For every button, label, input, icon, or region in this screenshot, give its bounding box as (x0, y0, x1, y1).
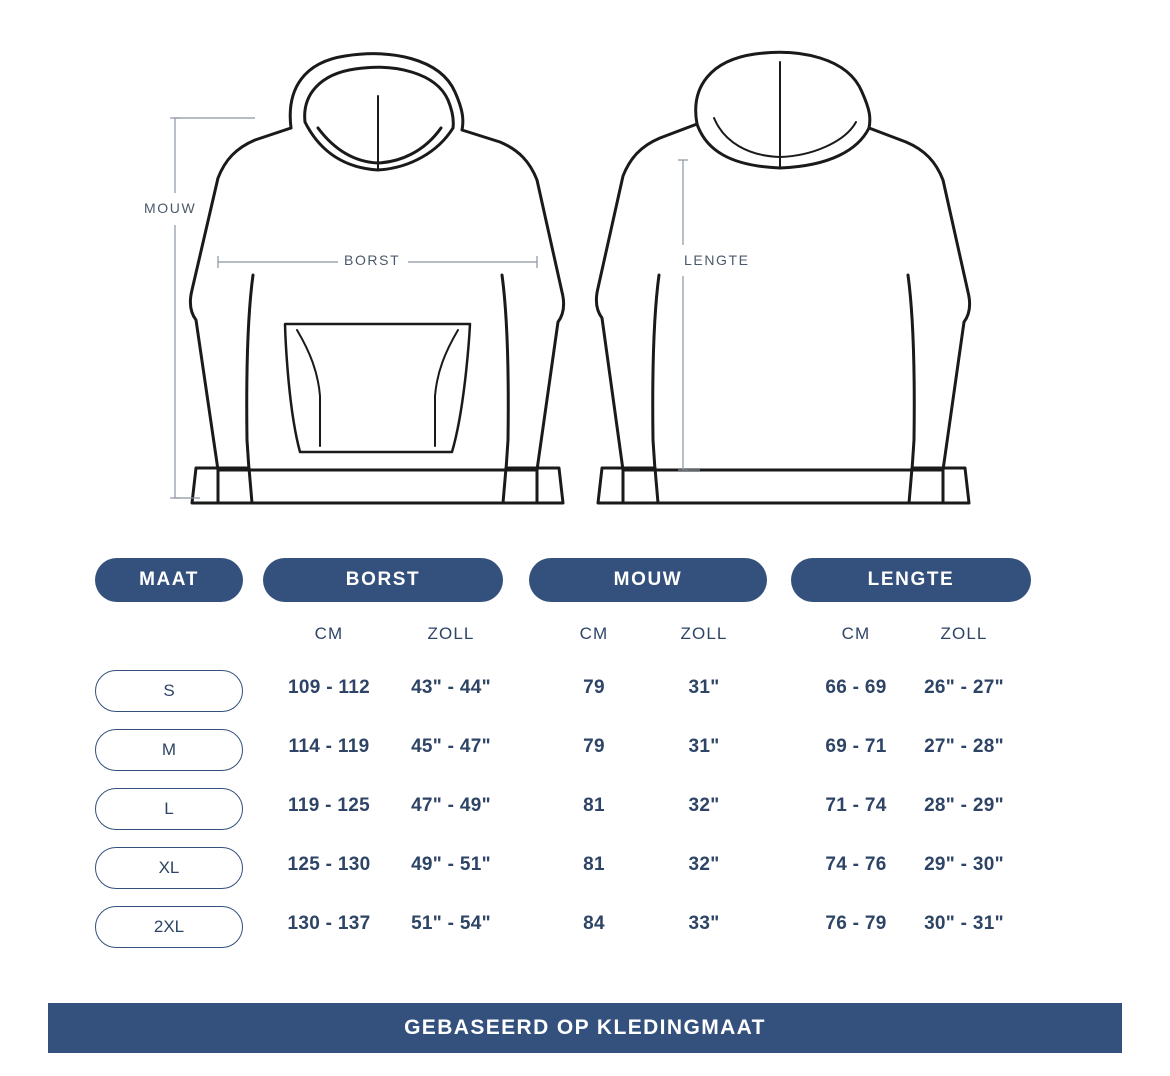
size-pill: 2XL (95, 906, 243, 948)
dimension-label-lengte: LENGTE (684, 252, 750, 268)
size-pill: L (95, 788, 243, 830)
cell-chest-inch: 43" - 44" (411, 677, 491, 698)
cell-length-inch: 30" - 31" (924, 913, 1004, 934)
cell-length-cm: 76 - 79 (825, 913, 887, 934)
cell-length-cm: 71 - 74 (825, 795, 887, 816)
cell-chest-cm: 130 - 137 (287, 913, 371, 934)
unit-chest-inch: ZOLL (427, 624, 475, 643)
column-header-mouw: MOUW (529, 558, 767, 602)
cell-chest-inch: 49" - 51" (411, 854, 491, 875)
cell-sleeve-cm: 79 (583, 736, 605, 757)
unit-chest-cm: CM (314, 624, 344, 643)
table-row (0, 782, 1170, 841)
cell-length-cm: 74 - 76 (825, 854, 887, 875)
cell-length-inch: 29" - 30" (924, 854, 1004, 875)
cell-length-cm: 69 - 71 (825, 736, 887, 757)
unit-length-cm: CM (841, 624, 871, 643)
cell-chest-inch: 51" - 54" (411, 913, 491, 934)
cell-chest-cm: 114 - 119 (288, 736, 370, 757)
cell-length-inch: 26" - 27" (924, 677, 1004, 698)
cell-sleeve-inch: 31" (688, 677, 720, 698)
dimension-label-mouw: MOUW (144, 200, 197, 216)
table-header-row (0, 558, 1170, 610)
unit-sleeve-cm: CM (579, 624, 609, 643)
cell-chest-cm: 125 - 130 (287, 854, 371, 875)
unit-length-inch: ZOLL (940, 624, 988, 643)
column-header-lengte: LENGTE (791, 558, 1031, 602)
cell-sleeve-cm: 84 (583, 913, 605, 934)
cell-chest-cm: 109 - 112 (288, 677, 370, 698)
cell-length-cm: 66 - 69 (825, 677, 887, 698)
column-header-maat: MAAT (95, 558, 243, 602)
size-pill: S (95, 670, 243, 712)
cell-sleeve-cm: 81 (583, 795, 605, 816)
table-row (0, 841, 1170, 900)
size-pill: XL (95, 847, 243, 889)
cell-sleeve-cm: 79 (583, 677, 605, 698)
unit-sleeve-inch: ZOLL (680, 624, 728, 643)
cell-length-inch: 27" - 28" (924, 736, 1004, 757)
cell-sleeve-inch: 32" (688, 854, 720, 875)
cell-sleeve-inch: 31" (688, 736, 720, 757)
dimension-label-borst: BORST (344, 252, 401, 268)
cell-chest-inch: 45" - 47" (411, 736, 491, 757)
cell-sleeve-inch: 33" (688, 913, 720, 934)
cell-length-inch: 28" - 29" (924, 795, 1004, 816)
column-header-borst: BORST (263, 558, 503, 602)
cell-chest-inch: 47" - 49" (411, 795, 491, 816)
table-row (0, 664, 1170, 723)
footer-note: GEBASEERD OP KLEDINGMAAT (48, 1003, 1122, 1053)
table-row (0, 900, 1170, 959)
cell-sleeve-cm: 81 (583, 854, 605, 875)
table-unit-row (0, 624, 1170, 664)
size-table (0, 545, 1170, 959)
cell-sleeve-inch: 32" (688, 795, 720, 816)
size-pill: M (95, 729, 243, 771)
table-row (0, 723, 1170, 782)
cell-chest-cm: 119 - 125 (288, 795, 370, 816)
